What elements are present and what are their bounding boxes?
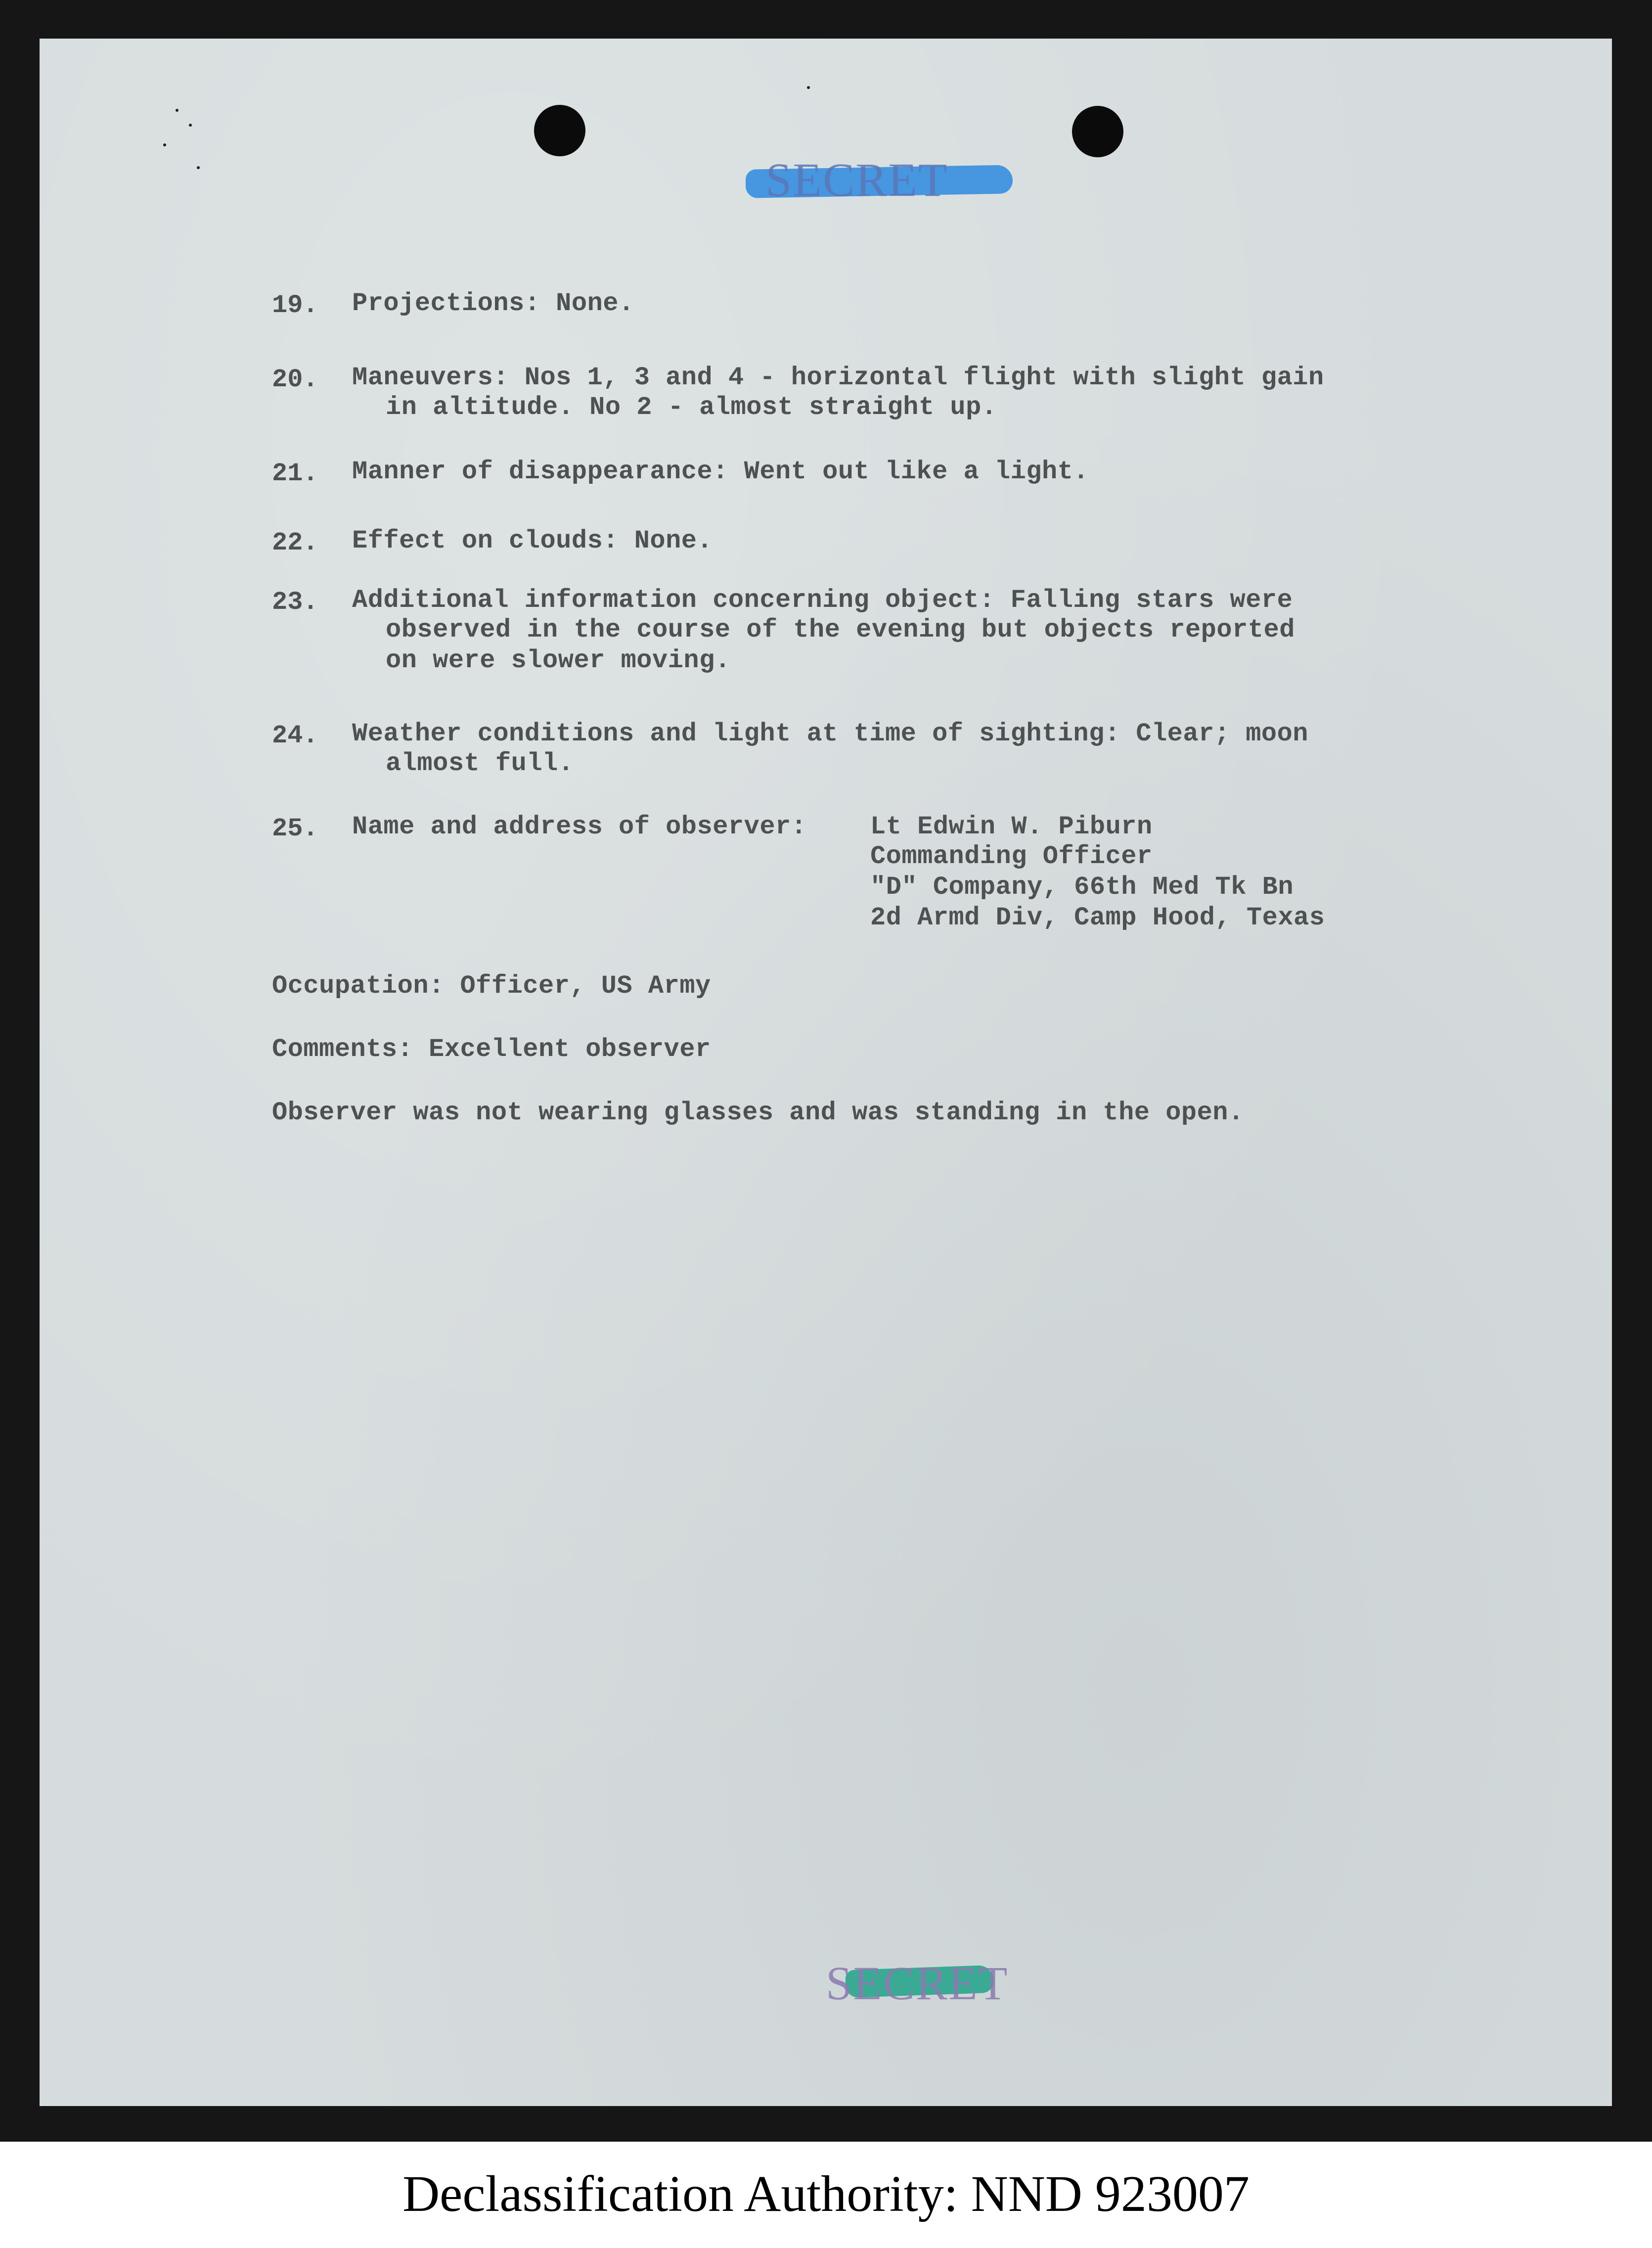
- item-line: Maneuvers: Nos 1, 3 and 4 - horizontal flight with slight gain: [352, 363, 1324, 392]
- item-number: 21.: [272, 459, 318, 488]
- item-number: 24.: [272, 721, 318, 750]
- item-number: 25.: [272, 814, 318, 843]
- speck: [176, 109, 179, 112]
- item-line: almost full.: [386, 749, 574, 778]
- occupation-line: Occupation: Officer, US Army: [272, 971, 711, 1001]
- item-number: 22.: [272, 528, 318, 557]
- item-line: Name and address of observer:: [352, 812, 807, 841]
- speck: [197, 166, 200, 169]
- item-line: Additional information concerning object: Falling stars were: [352, 586, 1293, 615]
- speck: [807, 86, 810, 89]
- declassification-authority: Declassification Authority: NND 923007: [402, 2165, 1250, 2222]
- item-line: on were slower moving.: [386, 646, 731, 675]
- item-number: 23.: [272, 588, 318, 617]
- secret-stamp-bottom: [826, 1951, 1033, 2020]
- note-line: Observer was not wearing glasses and was standing in the open.: [272, 1098, 1244, 1127]
- item-line: observed in the course of the evening but objects reported: [386, 615, 1295, 644]
- observer-address-line: "D" Company, 66th Med Tk Bn: [870, 872, 1294, 902]
- item-line: Manner of disappearance: Went out like a light.: [352, 457, 1089, 486]
- observer-address-line: 2d Armd Div, Camp Hood, Texas: [870, 903, 1325, 932]
- observer-address-line: Lt Edwin W. Piburn: [870, 812, 1153, 841]
- comments-line: Comments: Excellent observer: [272, 1035, 711, 1064]
- punch-hole-right: [1072, 106, 1123, 157]
- item-line: Effect on clouds: None.: [352, 526, 713, 555]
- observer-address-line: Commanding Officer: [870, 842, 1153, 871]
- item-line: in altitude. No 2 - almost straight up.: [386, 393, 997, 422]
- item-line: Weather conditions and light at time of sighting: Clear; moon: [352, 719, 1309, 748]
- speck: [189, 124, 192, 127]
- item-number: 19.: [272, 291, 318, 320]
- speck: [163, 143, 166, 146]
- document-page: [40, 39, 1612, 2106]
- secret-stamp-text: SECRET: [765, 153, 948, 206]
- secret-stamp-top: [746, 147, 1013, 207]
- secret-stamp-text: SECRET: [826, 1957, 1009, 2010]
- punch-hole-left: [534, 105, 585, 156]
- declassification-footer: [0, 2142, 1652, 2248]
- item-number: 20.: [272, 365, 318, 394]
- item-line: Projections: None.: [352, 289, 634, 318]
